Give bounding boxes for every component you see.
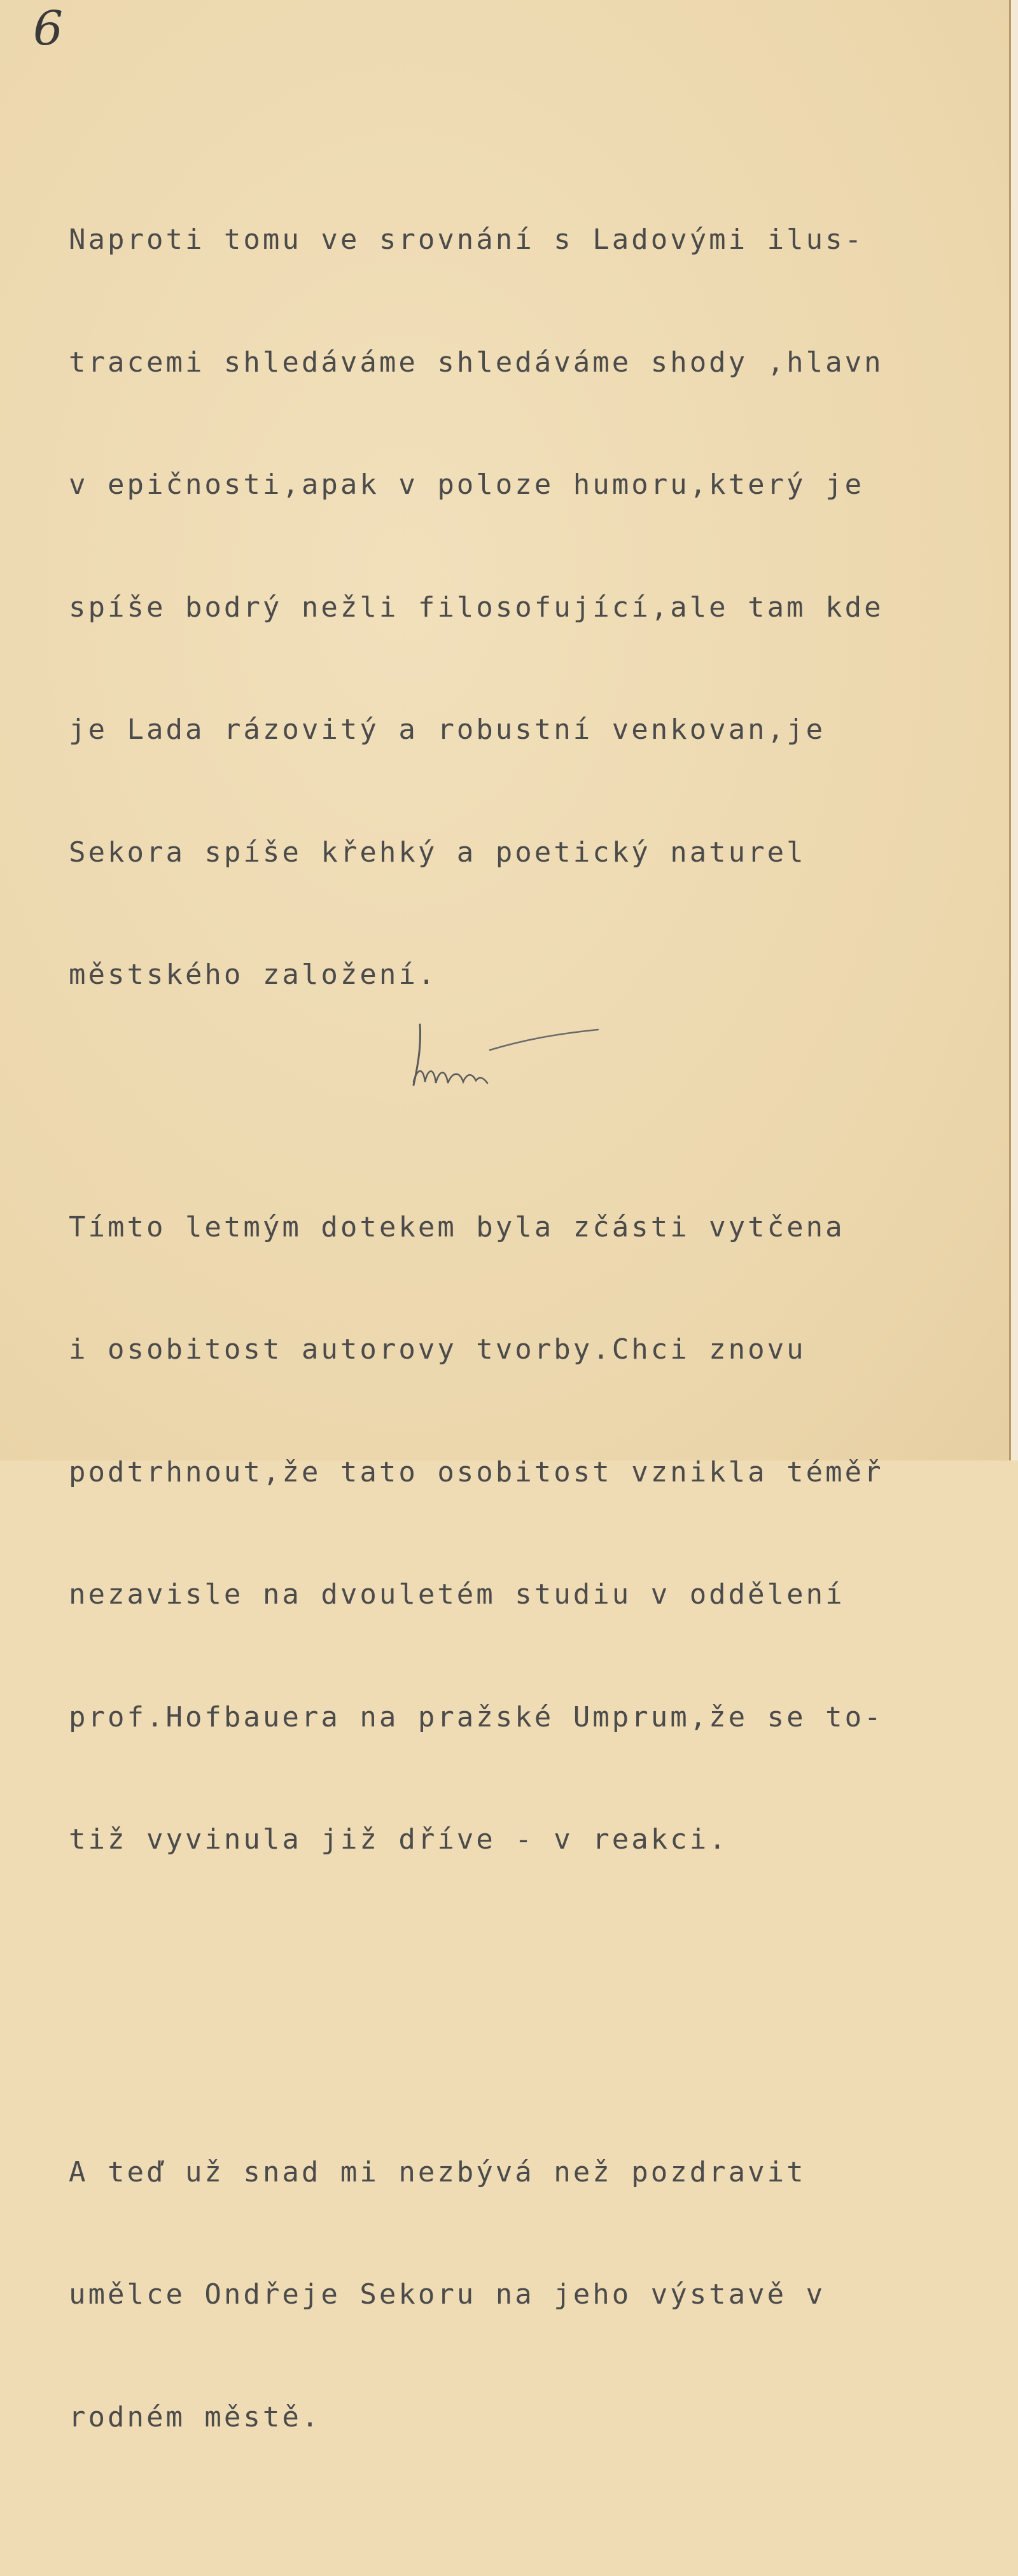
text-line: umělce Ondřeje Sekoru na jeho výstavě v: [69, 2278, 826, 2311]
text-line: prof.Hofbauera na pražské Umprum,že se to-: [69, 1700, 884, 1733]
text-line: nezavisle na dvouletém studiu v oddělení: [69, 1578, 845, 1611]
text-line: v epičnosti,apak v poloze humoru,který je: [69, 468, 865, 501]
page-margin-strip: [1011, 0, 1018, 1460]
signature-icon: [401, 1012, 611, 1107]
text-line: je Lada rázovitý a robustní venkovan,je: [69, 713, 826, 746]
typed-body: [69, 81, 1010, 2576]
text-line: Sekora spíše křehký a poetický naturel: [69, 836, 806, 869]
text-line: A teď už snad mi nezbývá než pozdravit: [69, 2155, 806, 2188]
text-line: tracemi shledáváme shledáváme shody ,hlavn: [69, 346, 884, 379]
text-line: rodném městě.: [69, 2400, 321, 2433]
text-line: spíše bodrý nežli filosofující,ale tam kde: [69, 591, 884, 624]
paragraph-2: [69, 1134, 1010, 1934]
text-line: i osobitost autorovy tvorby.Chci znovu: [69, 1333, 806, 1366]
paragraph-3: [69, 2079, 1010, 2512]
handwritten-page-number: 6: [33, 1, 64, 56]
paragraph-1: [69, 146, 1010, 1069]
text-line: městského založení.: [69, 958, 438, 991]
text-line: Naproti tomu ve srovnání s Ladovými ilus-: [69, 223, 865, 256]
text-line: tiž vyvinula již dříve - v reakci.: [69, 1823, 729, 1856]
text-line: podtrhnout,že tato osobitost vznikla téměř: [69, 1455, 884, 1488]
paragraph-gap: [69, 1999, 1010, 2014]
text-line: Tímto letmým dotekem byla zčásti vytčena: [69, 1210, 845, 1243]
